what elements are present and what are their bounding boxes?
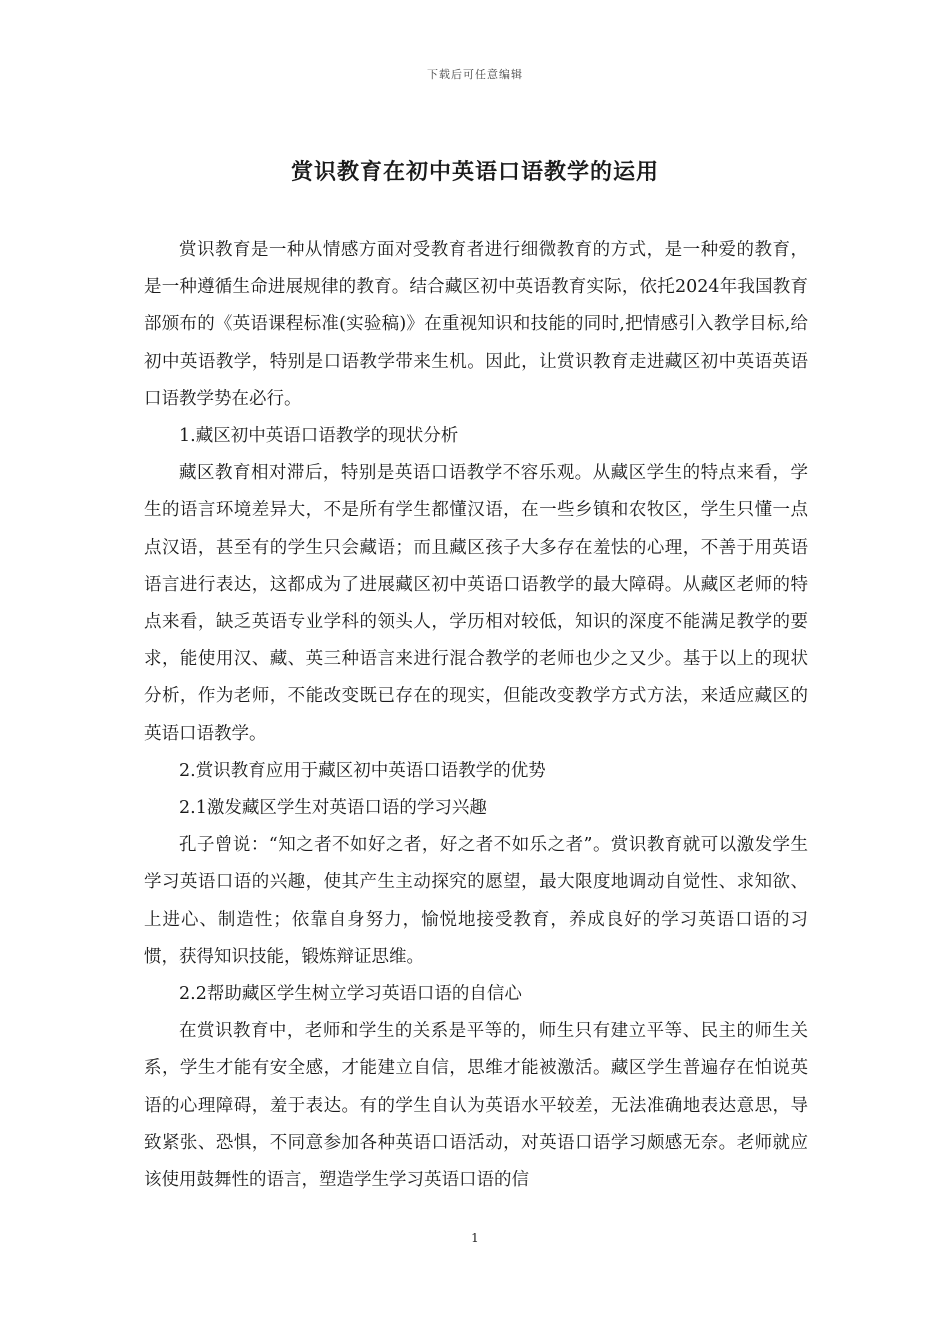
section-heading-1: 1.藏区初中英语口语教学的现状分析 — [179, 426, 459, 447]
subsection-2-1-paragraph: 孔子曾说：“知之者不如好之者，好之者不如乐之者”。赏识教育就可以激发学生学习英语口语的兴趣，使其产生主动探究的愿望，最大限度地调动自觉性、求知欲、上进心、制造性；依靠自身努力，愉悦地接受教育，养成良好的学习英语口语的习惯，获得知识技能，锻炼辩证思维。 — [144, 835, 808, 967]
section-1-paragraph: 藏区教育相对滞后，特别是英语口语教学不容乐观。从藏区学生的特点来看，学生的语言环境差异大，不是所有学生都懂汉语，在一些乡镇和农牧区，学生只懂一点点汉语，甚至有的学生只会藏语；而且藏区孩子大多存在羞怯的心理，不善于用英语语言进行表达，这都成为了进展藏区初中英语口语教学的最大障碍。从藏区老师的特点来看，缺乏英语专业学科的领头人，学历相对较低，知识的深度不能满足教学的要求，能使用汉、藏、英三种语言来进行混合教学的老师也少之又少。基于以上的现状分析，作为老师，不能改变既已存在的现实，但能改变教学方式方法，来适应藏区的英语口语教学。 — [144, 463, 808, 744]
subsection-heading-2-2: 2.2帮助藏区学生树立学习英语口语的自信心 — [179, 984, 522, 1005]
document-title: 赏识教育在初中英语口语教学的运用 — [290, 159, 659, 185]
section-heading-2: 2.赏识教育应用于藏区初中英语口语教学的优势 — [179, 760, 546, 781]
page-number: 1 — [471, 1231, 479, 1245]
subsection-2-2-paragraph: 在赏识教育中，老师和学生的关系是平等的，师生只有建立平等、民主的师生关系，学生才能有安全感，才能建立自信，思维才能被激活。藏区学生普遍存在怕说英语的心理障碍，羞于表达。有的学生自认为英语水平较差，无法准确地表达意思，导致紧张、恐惧，不同意参加各种英语口语活动，对英语口语学习颇感无奈。老师就应该使用鼓舞性的语言，塑造学生学习英语口语的信 — [144, 1021, 808, 1191]
intro-paragraph: 赏识教育是一种从情感方面对受教育者进行细微教育的方式，是一种爱的教育，是一种遵循生命进展规律的教育。结合藏区初中英语教育实际，依托2024年我国教育部颁布的《英语课程标准(实验稿)》在重视知识和技能的同时,把情感引入教学目标,给初中英语教学，特别是口语教学带来生机。因此，让赏识教育走进藏区初中英语英语口语教学势在必行。 — [144, 240, 808, 409]
document-body — [144, 232, 808, 1199]
header-note: 下载后可任意编辑 — [427, 68, 523, 81]
subsection-heading-2-1: 2.1激发藏区学生对英语口语的学习兴趣 — [179, 798, 487, 819]
